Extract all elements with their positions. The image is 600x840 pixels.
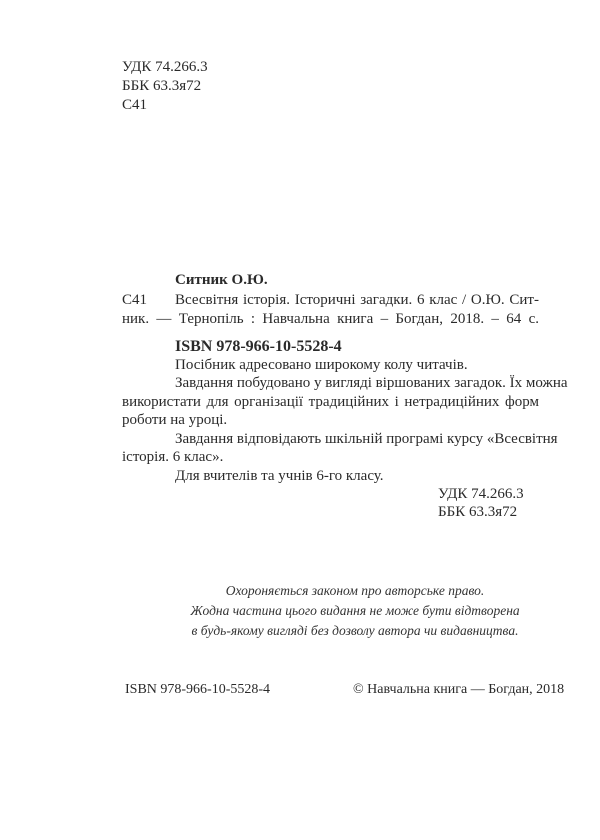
footer-isbn: ISBN 978-966-10-5528-4 bbox=[125, 682, 271, 697]
annotation-line: Для вчителів та учнів 6-го класу. bbox=[175, 468, 384, 484]
isbn: ISBN 978-966-10-5528-4 bbox=[175, 338, 342, 355]
annotation-line: Завдання побудовано у вигляді віршованих загадок. Їх можна bbox=[175, 375, 568, 391]
author-mark: С41 bbox=[122, 97, 148, 113]
bbk-code: ББК 63.3я72 bbox=[122, 78, 202, 94]
annotation-line: Завдання відповідають шкільній програмі курсу «Всесвітня bbox=[175, 431, 558, 447]
notice-line: в будь-якому вигляді без дозволу автора чи видавництва. bbox=[191, 623, 519, 638]
annotation-line: роботи на уроці. bbox=[122, 412, 228, 428]
record-udk: УДК 74.266.3 bbox=[438, 486, 524, 502]
record-mark: С41 bbox=[122, 292, 148, 308]
notice-line: Жодна частина цього видання не може бути відтворена bbox=[190, 603, 520, 618]
udk-code: УДК 74.266.3 bbox=[122, 59, 208, 75]
annotation-line: використати для організації традиційних і нетрадиційних форм bbox=[122, 394, 539, 410]
notice-line: Охороняється законом про авторське право. bbox=[225, 583, 485, 598]
record-bbk: ББК 63.3я72 bbox=[438, 504, 518, 520]
annotation-line: Посібник адресовано широкому колу читачів. bbox=[175, 357, 468, 373]
title-line: ник. — Тернопіль : Навчальна книга – Богдан, 2018. – 64 с. bbox=[122, 311, 539, 327]
footer-copyright: © Навчальна книга — Богдан, 2018 bbox=[353, 682, 565, 697]
annotation-line: історія. 6 клас». bbox=[122, 449, 224, 465]
title-line: Всесвітня історія. Історичні загадки. 6 клас / О.Ю. Сит- bbox=[175, 292, 539, 308]
author: Ситник О.Ю. bbox=[175, 272, 268, 288]
